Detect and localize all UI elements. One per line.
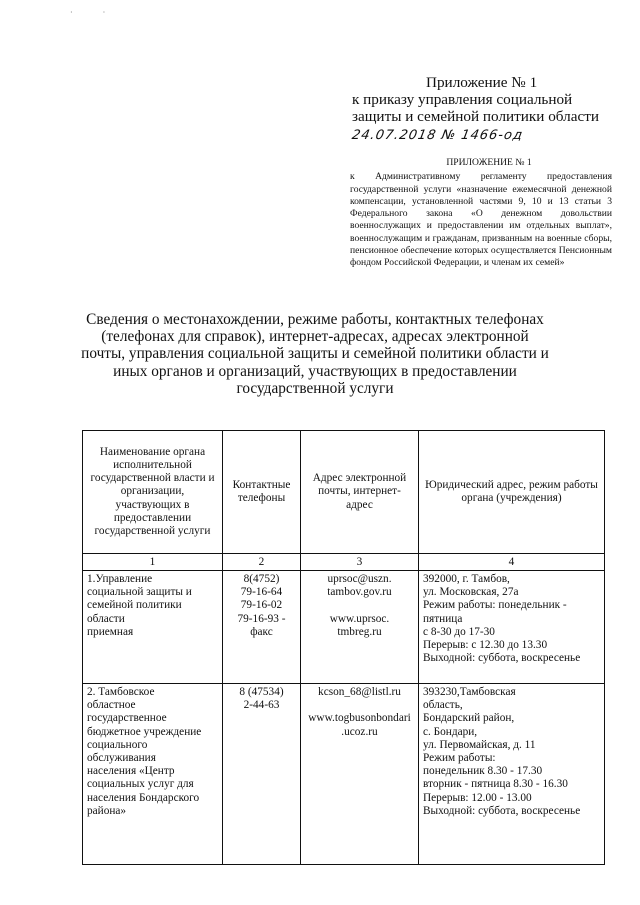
legal-address-hours: 393230,Тамбовская область, Бондарский район, с. Бондари, ул. Первомайская, д. 11 Режим работы: понедельник 8.30 - 17.30 вторник - пятница 8.30 - 16.30 Перерыв: 12.00 - 13.00 Выходной: суббота, воскресенье (419, 684, 605, 865)
attachment-body: к Административному регламенту предоставления государственной услуги «назначение ежемесячной денежной компенсации, установленной частями 9, 10 и 13 статьи 3 Федерального закона «О денежном довольствии военнослужащих и предоставлении им отдельных выплат», военнослужащим и гражданам, призванным на военные сборы, пенсионное обеспечение которых осуществляется Пенсионным фондом Российской Федерации, и членам их семей» (350, 171, 612, 269)
organization-name: 2. Тамбовское областное государственное бюджетное учреждение социального обслуживания населения «Центр социальных услуг для населения Бондарского района» (83, 684, 223, 865)
header-phones: Контактные телефоны (223, 431, 301, 554)
header-address-hours: Юридический адрес, режим работы органа (учреждения) (419, 431, 605, 554)
column-number: 4 (419, 554, 605, 571)
email-web-address: uprsoc@uszn. tambov.gov.ru www.uprsoc. tmbreg.ru (301, 571, 419, 684)
corner-marks: · · (70, 8, 120, 17)
agencies-table (82, 430, 605, 865)
column-number: 3 (301, 554, 419, 571)
organization-name: 1.Управление социальной защиты и семейной политики области приемная (83, 571, 223, 684)
attachment-heading: ПРИЛОЖЕНИЕ № 1 (446, 157, 532, 168)
attachment-block (350, 157, 612, 270)
legal-address-hours: 392000, г. Тамбов, ул. Московская, 27а Режим работы: понедельник - пятница с 8-30 до 17-30 Перерыв: с 12.30 до 13.30 Выходной: суббота, воскресенье (419, 571, 605, 684)
appendix-order-line: к приказу управления социальной (352, 91, 573, 108)
table-row (83, 684, 605, 865)
header-organization: Наименование органа исполнительной государственной власти и организации, участвующих в предоставлении государственной услуги (83, 431, 223, 554)
handwritten-date-signature: 24.07.2018 № 1466-од (350, 128, 525, 143)
column-number: 2 (223, 554, 301, 571)
contact-phones: 8 (47534) 2-44-63 (223, 684, 301, 865)
header-email-web: Адрес электронной почты, интернет-адрес (301, 431, 419, 554)
table-header-row (83, 431, 605, 554)
table-row (83, 571, 605, 684)
column-number-row (83, 554, 605, 571)
contact-phones: 8(4752) 79-16-64 79-16-02 79-16-93 - факс (223, 571, 301, 684)
appendix-header (340, 74, 610, 144)
appendix-department-line: защиты и семейной политики области (352, 108, 599, 125)
column-number: 1 (83, 554, 223, 571)
appendix-number: Приложение № 1 (426, 74, 538, 91)
email-web-address: kcson_68@listl.ru www.togbusonbondari .ucoz.ru (301, 684, 419, 865)
document-title: Сведения о местонахождении, режиме работы, контактных телефонах (телефонах для справок), интернет-адресах, адресах электронной почты, управления социальной защиты и семейной политики области и иных органов и организаций, участвующих в предоставлении государственной услуги (81, 311, 549, 397)
